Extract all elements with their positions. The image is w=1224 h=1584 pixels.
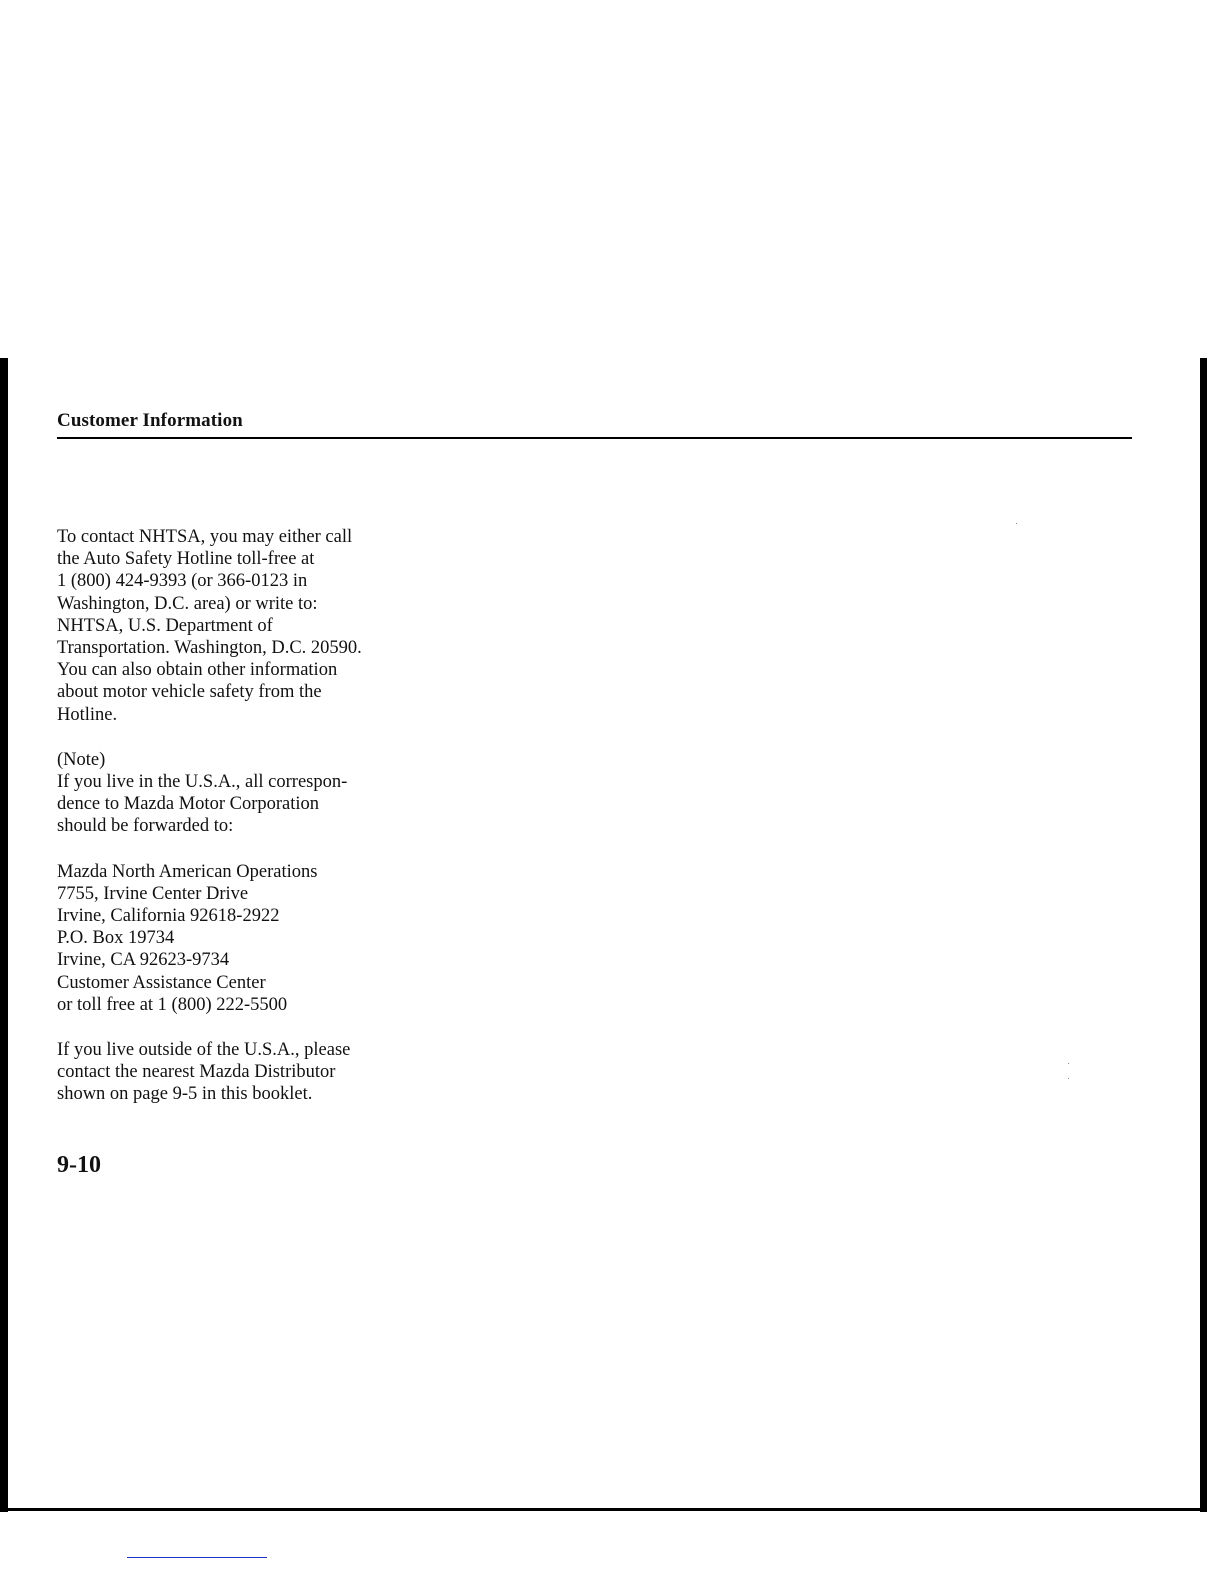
text-line: should be forwarded to: bbox=[57, 816, 234, 837]
paragraph-gap bbox=[57, 726, 417, 749]
note-paragraph bbox=[57, 749, 417, 838]
scan-speck bbox=[1068, 1063, 1069, 1064]
text-line: Transportation. Washington, D.C. 20590. bbox=[57, 638, 362, 659]
section-title: Customer Information bbox=[57, 410, 243, 431]
paragraph-gap bbox=[57, 1016, 417, 1039]
text-line: Washington, D.C. area) or write to: bbox=[57, 593, 318, 614]
bottom-link-underline bbox=[127, 1557, 267, 1558]
text-line: You can also obtain other information bbox=[57, 660, 338, 681]
text-line: about motor vehicle safety from the bbox=[57, 682, 322, 703]
text-line: If you live in the U.S.A., all correspon- bbox=[57, 772, 348, 793]
text-line: NHTSA, U.S. Department of bbox=[57, 615, 273, 636]
text-line: the Auto Safety Hotline toll-free at bbox=[57, 549, 315, 570]
scan-speck bbox=[1068, 1078, 1069, 1079]
address-line: P.O. Box 19734 bbox=[57, 928, 175, 949]
left-border bbox=[0, 358, 8, 1512]
right-border bbox=[1200, 358, 1207, 1512]
paragraph-gap bbox=[57, 838, 417, 861]
text-line: contact the nearest Mazda Distributor bbox=[57, 1062, 336, 1083]
text-line: If you live outside of the U.S.A., please bbox=[57, 1040, 351, 1061]
address-line: Irvine, CA 92623-9734 bbox=[57, 950, 230, 971]
text-line: shown on page 9-5 in this booklet. bbox=[57, 1084, 313, 1105]
text-line: dence to Mazda Motor Corporation bbox=[57, 794, 320, 815]
address-line: or toll free at 1 (800) 222-5500 bbox=[57, 994, 288, 1015]
address-line: Irvine, California 92618-2922 bbox=[57, 906, 280, 927]
text-line: Hotline. bbox=[57, 704, 118, 725]
scan-speck bbox=[1016, 523, 1017, 524]
page-number: 9-10 bbox=[57, 1152, 101, 1178]
address-line: 7755, Irvine Center Drive bbox=[57, 883, 249, 904]
address-line: Mazda North American Operations bbox=[57, 861, 318, 882]
main-content bbox=[57, 526, 417, 1106]
bottom-border bbox=[0, 1508, 1207, 1511]
header-rule bbox=[57, 437, 1132, 439]
note-label: (Note) bbox=[57, 749, 106, 770]
mazda-address-paragraph bbox=[57, 861, 417, 1016]
text-line: To contact NHTSA, you may either call bbox=[57, 527, 353, 547]
outside-usa-paragraph bbox=[57, 1039, 417, 1106]
address-line: Customer Assistance Center bbox=[57, 972, 266, 993]
text-line: 1 (800) 424-9393 (or 366-0123 in bbox=[57, 571, 308, 592]
nhtsa-contact-paragraph bbox=[57, 526, 417, 726]
